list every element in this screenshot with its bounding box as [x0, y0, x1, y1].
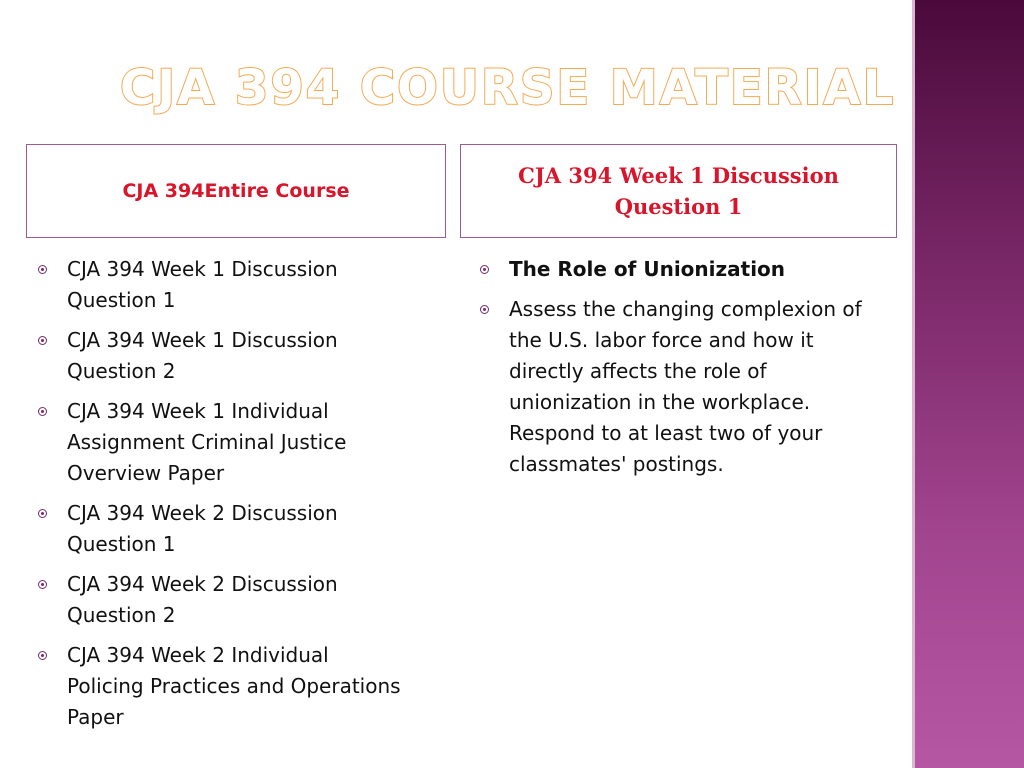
list-item-text: CJA 394 Week 1 Individual Assignment Criminal Justice Overview Paper [67, 399, 347, 485]
decorative-side-band [912, 0, 1024, 768]
left-column-header [26, 144, 446, 238]
circle-dot-bullet-icon [38, 580, 47, 589]
list-item-text: CJA 394 Week 2 Discussion Question 2 [67, 572, 338, 627]
circle-dot-bullet-icon [480, 265, 489, 274]
list-item [36, 325, 406, 387]
list-item [478, 254, 888, 285]
right-column-header [460, 144, 897, 238]
list-item-text: CJA 394 Week 1 Discussion Question 1 [67, 257, 338, 312]
list-item-text: CJA 394 Week 2 Discussion Question 1 [67, 501, 338, 556]
list-item [36, 396, 406, 489]
circle-dot-bullet-icon [38, 509, 47, 518]
circle-dot-bullet-icon [480, 305, 489, 314]
circle-dot-bullet-icon [38, 407, 47, 416]
left-column-list [36, 254, 406, 742]
circle-dot-bullet-icon [38, 651, 47, 660]
list-item-text: Assess the changing complexion of the U.S. labor force and how it directly affects the role of unionization in the workplace. Respond to at least two of your classmates' postings. [509, 297, 862, 476]
right-column-list [478, 254, 888, 489]
circle-dot-bullet-icon [38, 265, 47, 274]
list-item [478, 294, 888, 480]
list-item [36, 498, 406, 560]
list-item-heading: The Role of Unionization [509, 257, 786, 281]
left-column-header-text: CJA 394Entire Course [122, 180, 350, 202]
slide-title: CJA 394 COURSE MATERIAL [120, 60, 896, 116]
list-item [36, 569, 406, 631]
right-column-header-text: CJA 394 Week 1 Discussion Question 1 [518, 163, 839, 219]
list-item-text: CJA 394 Week 1 Discussion Question 2 [67, 328, 338, 383]
list-item [36, 254, 406, 316]
list-item-text: CJA 394 Week 2 Individual Policing Practices and Operations Paper [67, 643, 401, 729]
circle-dot-bullet-icon [38, 336, 47, 345]
list-item [36, 640, 406, 733]
